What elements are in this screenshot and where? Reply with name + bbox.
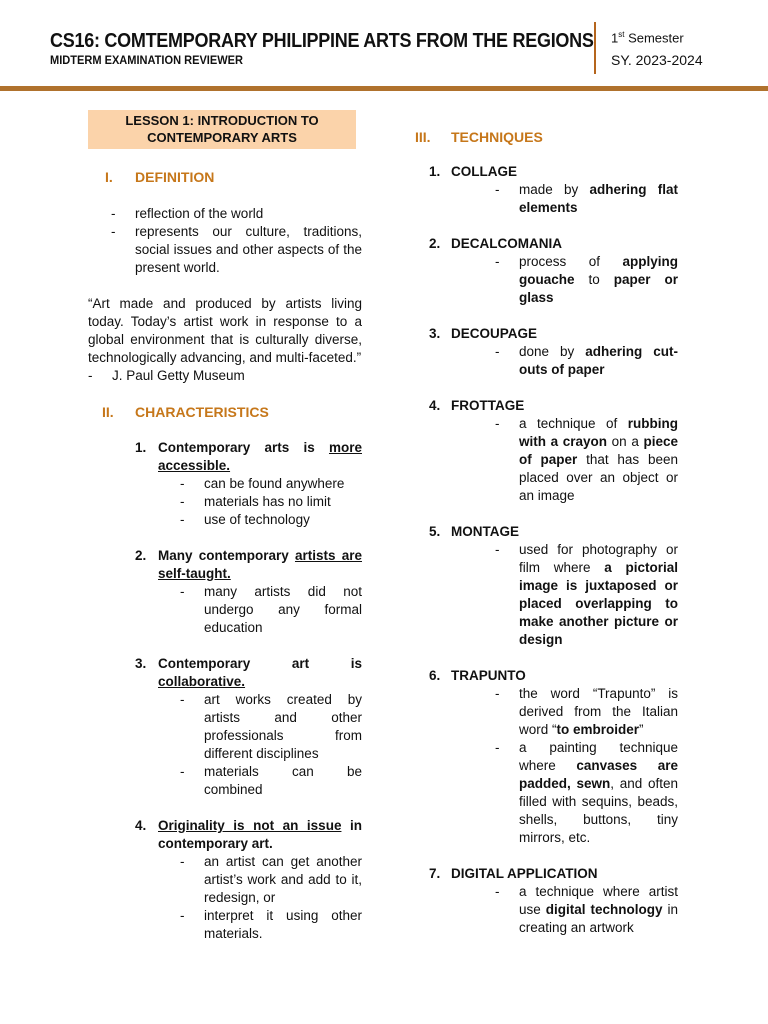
definition-bullets bbox=[111, 205, 362, 277]
semester-label bbox=[611, 30, 684, 45]
item-number: 3. bbox=[429, 326, 441, 341]
lesson-banner bbox=[88, 110, 356, 149]
characteristic-item bbox=[135, 439, 362, 529]
list-item: - made by adhering flat elements bbox=[495, 182, 678, 215]
section-heading-characteristics bbox=[88, 403, 362, 421]
item-number: 4. bbox=[135, 818, 147, 833]
technique-heading bbox=[415, 523, 678, 541]
characteristic-heading bbox=[135, 655, 362, 691]
list-item: - interpret it using other materials. bbox=[180, 908, 362, 941]
technique-item bbox=[415, 523, 678, 649]
item-number: 3. bbox=[135, 656, 147, 671]
technique-name: FROTTAGE bbox=[451, 398, 525, 413]
characteristic-item bbox=[135, 655, 362, 799]
list-item: - materials has no limit bbox=[180, 494, 331, 509]
item-number: 2. bbox=[135, 548, 147, 563]
lesson-title-line-2: CONTEMPORARY ARTS bbox=[147, 130, 297, 145]
document-title: CS16: COMTEMPORARY PHILIPPINE ARTS FROM THE REGIONS bbox=[50, 30, 594, 52]
list-item: - done by adhering cut-outs of paper bbox=[495, 344, 678, 377]
techniques-list bbox=[415, 163, 678, 937]
list-item: - a technique of rubbing with a crayon on a piece of paper that has been placed over an object or an image bbox=[495, 416, 678, 503]
technique-heading bbox=[415, 397, 678, 415]
characteristic-heading bbox=[135, 817, 362, 853]
page-header bbox=[0, 0, 768, 90]
list-item: - represents our culture, traditions, social issues and other aspects of the present world. bbox=[111, 224, 362, 275]
header-divider bbox=[594, 22, 596, 74]
technique-heading bbox=[415, 325, 678, 343]
left-column bbox=[88, 110, 362, 943]
definition-quote: “Art made and produced by artists living today. Today’s artist work in response to a global environment that is culturally diverse, technologically advancing, and multi-faceted.” bbox=[88, 296, 362, 365]
technique-heading bbox=[415, 235, 678, 253]
section-title: CHARACTERISTICS bbox=[135, 404, 269, 420]
list-item: - materials can be combined bbox=[180, 764, 362, 797]
semester-text: Semester bbox=[624, 30, 684, 46]
item-number: 6. bbox=[429, 668, 441, 683]
list-item: - art works created by artists and other professionals from different disciplines bbox=[180, 692, 362, 761]
item-title: Contemporary art is collaborative. bbox=[158, 656, 362, 689]
quote-source: - J. Paul Getty Museum bbox=[88, 368, 245, 383]
item-number: 1. bbox=[429, 164, 441, 179]
item-number: 1. bbox=[135, 440, 147, 455]
technique-heading bbox=[415, 667, 678, 685]
document-subtitle: MIDTERM EXAMINATION REVIEWER bbox=[50, 53, 243, 67]
technique-heading bbox=[415, 163, 678, 181]
characteristic-item bbox=[135, 817, 362, 943]
technique-item bbox=[415, 865, 678, 937]
school-year: SY. 2023-2024 bbox=[611, 52, 703, 68]
technique-name: TRAPUNTO bbox=[451, 668, 526, 683]
list-item: - many artists did not undergo any formal education bbox=[180, 584, 362, 635]
characteristic-item bbox=[135, 547, 362, 637]
technique-name: DECOUPAGE bbox=[451, 326, 538, 341]
item-number: 5. bbox=[429, 524, 441, 539]
item-title: Many contemporary artists are self-taught. bbox=[158, 548, 362, 581]
list-item: - process of applying gouache to paper or glass bbox=[495, 254, 678, 305]
lesson-title-line-1: LESSON 1: INTRODUCTION TO bbox=[125, 113, 319, 128]
list-item: - the word “Trapunto” is derived from the Italian word “to embroider” bbox=[495, 686, 678, 737]
section-title: TECHNIQUES bbox=[451, 129, 543, 145]
item-number: 7. bbox=[429, 866, 441, 881]
item-title: Originality is not an issue in contemporary art. bbox=[158, 818, 362, 851]
technique-name: COLLAGE bbox=[451, 164, 517, 179]
technique-item bbox=[415, 163, 678, 217]
technique-item bbox=[415, 667, 678, 847]
list-item: - use of technology bbox=[180, 512, 310, 527]
technique-heading bbox=[415, 865, 678, 883]
semester-number: 1 bbox=[611, 30, 619, 46]
characteristic-heading bbox=[135, 547, 362, 583]
list-item: - can be found anywhere bbox=[180, 476, 345, 491]
technique-item bbox=[415, 235, 678, 307]
technique-name: MONTAGE bbox=[451, 524, 519, 539]
list-item: - an artist can get another artist’s work and add to it, redesign, or bbox=[180, 854, 362, 905]
characteristic-heading bbox=[135, 439, 362, 475]
technique-name: DECALCOMANIA bbox=[451, 236, 562, 251]
technique-item bbox=[415, 325, 678, 379]
section-number: I. bbox=[105, 169, 113, 185]
section-heading-techniques bbox=[415, 128, 678, 146]
section-number: II. bbox=[102, 404, 114, 420]
list-item: - a painting technique where canvases are padded, sewn, and often filled with sequins, beads, shells, buttons, tiny mirrors, etc. bbox=[495, 740, 678, 845]
section-heading-definition bbox=[88, 168, 362, 186]
item-number: 4. bbox=[429, 398, 441, 413]
right-column bbox=[415, 128, 678, 937]
characteristics-list bbox=[135, 439, 362, 943]
technique-name: DIGITAL APPLICATION bbox=[451, 866, 598, 881]
technique-item bbox=[415, 397, 678, 505]
header-band bbox=[0, 86, 768, 91]
section-title: DEFINITION bbox=[135, 169, 215, 185]
item-number: 2. bbox=[429, 236, 441, 251]
item-title: Contemporary arts is more accessible. bbox=[158, 440, 362, 473]
list-item: - used for photography or film where a pictorial image is juxtaposed or placed overlapping to make another picture or design bbox=[495, 542, 678, 647]
section-number: III. bbox=[415, 129, 431, 145]
list-item: - reflection of the world bbox=[111, 206, 264, 221]
list-item: - a technique where artist use digital technology in creating an artwork bbox=[495, 884, 678, 935]
semester-ordinal: st bbox=[618, 30, 625, 39]
